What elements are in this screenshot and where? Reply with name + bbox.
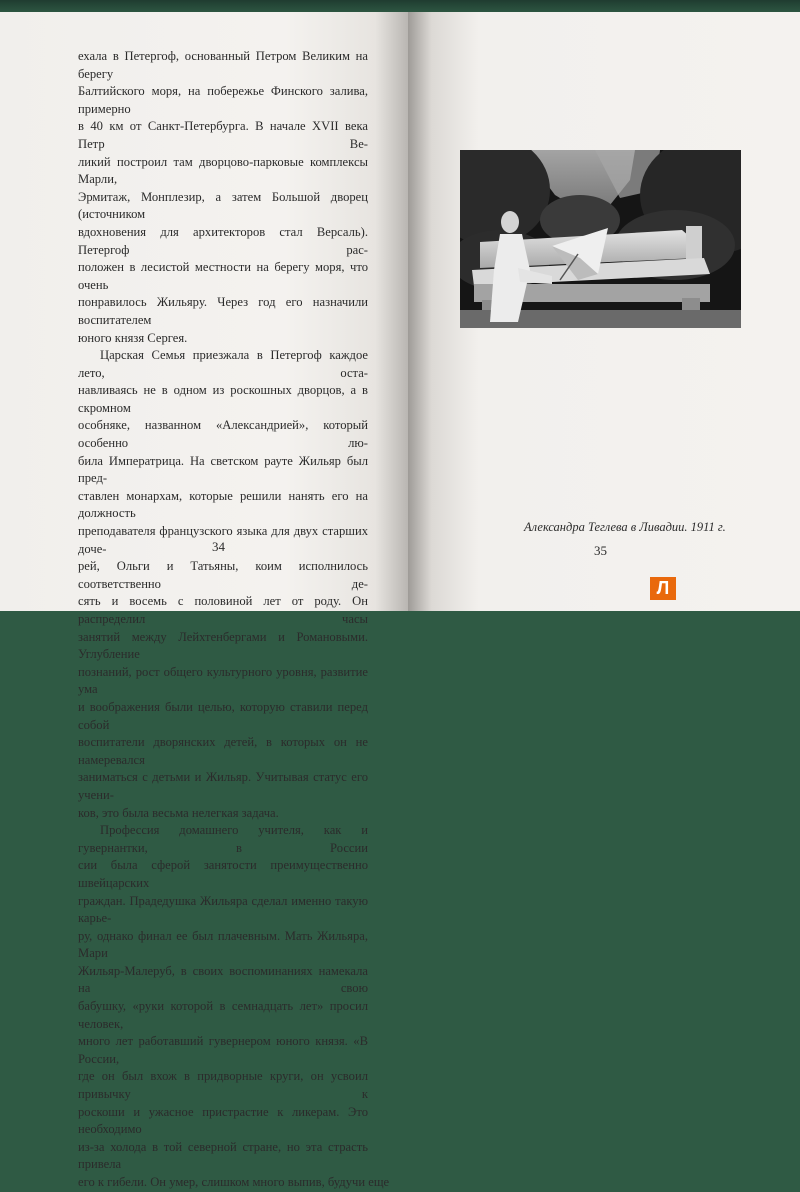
text-line: и воображения были целью, которую ставили перед собой: [78, 699, 368, 732]
text-line: навливаясь не в одном из роскошных дворцов, а в скромном: [78, 383, 368, 415]
text-line: сии была сферой занятости преимущественно швейцарских: [78, 858, 368, 890]
text-line: понравилось Жильяру. Через год его назначили воспитателем: [78, 295, 368, 327]
text-line: занятий между Лейхтенбергами и Романовыми. Углубление: [78, 629, 368, 662]
photo-caption: Александра Теглева в Ливадии. 1911 г.: [524, 520, 726, 534]
text-line: Профессия домашнего учителя, как и гувернантки, в России: [78, 823, 368, 855]
text-line: положен в лесистой местности на берегу моря, что очень: [78, 260, 368, 292]
text-line: его к гибели. Он умер, слишком много выпив, будучи еще: [78, 1175, 390, 1189]
text-line: ков, это была весьма нелегкая задача.: [78, 805, 279, 820]
text-line: граждан. Прадедушка Жильяра сделал именно такую карье-: [78, 893, 368, 926]
text-line: Балтийского моря, на побережье Финского залива, примерно: [78, 84, 368, 116]
text-line: бабушку, «руки которой в семнадцать лет» просил человек,: [78, 999, 368, 1031]
page-number-left: 34: [212, 539, 225, 554]
text-line: ехала в Петергоф, основанный Петром Великим на берегу: [78, 49, 368, 81]
text-line: заниматься с детьми и Жильяр. Учитывая статус его учени-: [78, 770, 368, 802]
text-line: сять и восемь с половиной лет от роду. Он распределил часы: [78, 594, 368, 626]
text-line: ставлен монархам, которые решили нанять его на должность: [78, 488, 368, 521]
text-line: вдохновения для архитекторов стал Версаль). Петергоф рас-: [78, 224, 368, 257]
text-line: в 40 км от Санкт-Петербурга. В начале XVII века Петр Ве-: [78, 119, 368, 151]
text-line: где он был вхож в придворные круги, он усвоил привычку к: [78, 1069, 368, 1102]
text-line: рей, Ольги и Татьяны, коим исполнилось соответственно де-: [78, 559, 368, 591]
paragraph: [78, 347, 368, 822]
text-line: Эрмитаж, Монплезир, а затем Большой дворец (источником: [78, 189, 368, 222]
watermark-logo: Л: [650, 577, 676, 600]
text-line: познаний, рост общего культурного уровня, развитие ума: [78, 664, 368, 697]
text-line: много лет работавший гувернером юного князя. «В России,: [78, 1034, 368, 1066]
text-line: Жильяр-Малеруб, в своих воспоминаниях намекала на свою: [78, 963, 368, 996]
text-line: воспитатели дворянских детей, в которых он не намеревался: [78, 735, 368, 767]
left-page: [0, 12, 408, 1189]
left-page-text: [78, 48, 390, 1192]
text-line: юного князя Сергея.: [78, 330, 188, 345]
paragraph: [78, 48, 368, 347]
photo-woman-on-bench: [460, 150, 741, 328]
text-line: особняке, названном «Александрией», который особенно лю-: [78, 418, 368, 451]
page-number-right: 35: [594, 543, 607, 558]
text-line: из-за холода в той северной стране, но эта страсть привела: [78, 1139, 368, 1172]
text-line: Царская Семья приезжала в Петергоф каждое лето, оста-: [78, 348, 368, 380]
paragraph: [78, 822, 390, 1191]
photograph: [460, 150, 741, 328]
text-line: ру, однако финал ее был плачевным. Мать Жильяра, Мари: [78, 928, 368, 961]
text-line: била Императрица. На светском рауте Жильяр был пред-: [78, 453, 368, 486]
text-line: роскоши и ужасное пристрастие к ликерам. Это необходимо: [78, 1104, 368, 1137]
text-line: преподавателя французского языка для двух старших доче-: [78, 524, 368, 556]
text-line: ликий построил там дворцово-парковые комплексы Марли,: [78, 154, 368, 187]
